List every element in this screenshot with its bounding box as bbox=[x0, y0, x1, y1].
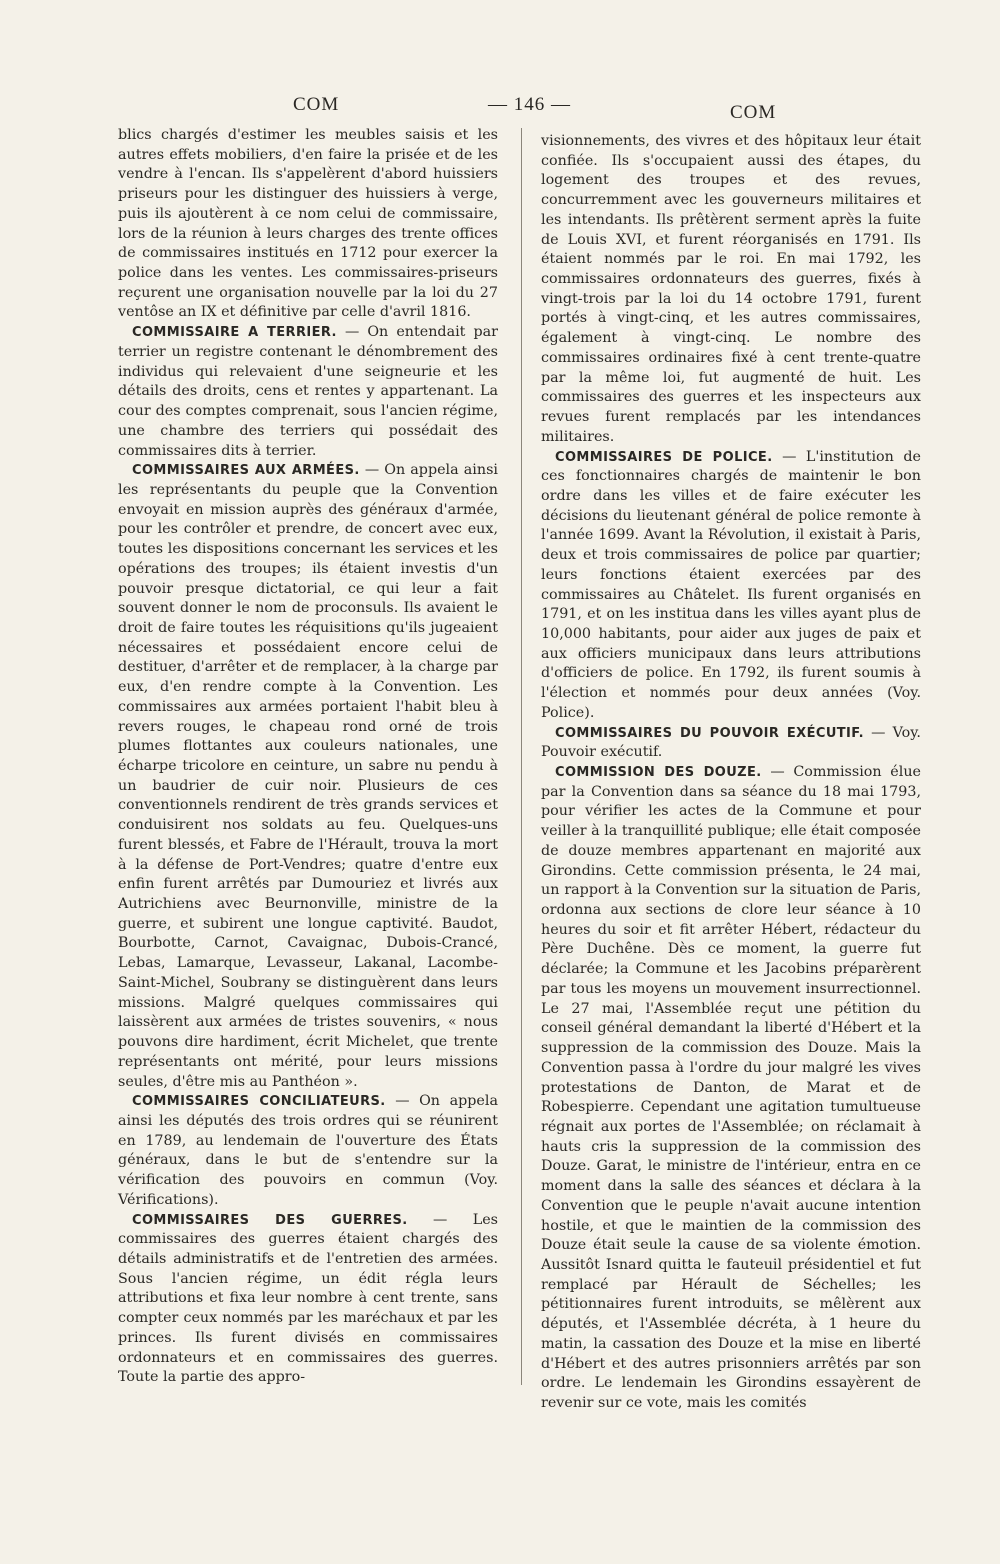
entry-body: — L'institution de ces fonctionnaires chargés de maintenir le bon ordre dans les villes et de faire exécuter les décisions du lieutenant général de police remonte à l'année 1699. Avant la Révolution, il existait à Paris, deux et trois commissaires de police par quartier; leurs fonctions étaient exercées par des commissaires au Châtelet. Ils furent organisés en 1791, et on les institua dans les villes ayant plus de 10,000 habitants, pour aider aux juges de paix et aux officiers municipaux dans leurs attributions d'officiers de police. En 1792, ils furent soumis à l'élection et nommés pour deux années (Voy. Police). bbox=[541, 448, 921, 721]
entry-body: blics chargés d'estimer les meubles saisis et les autres effets mobiliers, d'en faire la prisée et de les vendre à l'encan. Ils s'appelèrent d'abord huissiers priseurs pour les distinguer des huissiers à verge, puis ils ajoutèrent à ce nom celui de commissaire, lors de la réunion à leurs charges des trente offices de commissaires institués en 1712 pour exercer la police dans les ventes. Les commissaires-priseurs reçurent une organisation nouvelle par la loi du 27 ventôse an IX et définitive par celle d'avril 1816. bbox=[118, 127, 498, 321]
column-divider bbox=[521, 128, 522, 1385]
header-right-guide-word: COM bbox=[730, 102, 777, 123]
page-number: — 146 — bbox=[488, 94, 571, 115]
dictionary-entry bbox=[541, 448, 921, 724]
entry-headword: COMMISSAIRES DU POUVOIR EXÉCUTIF. bbox=[555, 725, 864, 741]
entry-headword: COMMISSAIRES DE POLICE. bbox=[555, 449, 773, 465]
dictionary-entry bbox=[541, 132, 921, 448]
entry-body: — On appela ainsi les députés des trois ordres qui se réunirent en 1789, au lendemain de l'ouverture des États généraux, dans le but de s'entendre sur la vérification des pouvoirs en commun (Voy. Vérifications). bbox=[118, 1093, 498, 1208]
entry-body: — Les commissaires des guerres étaient chargés des détails administratifs et de l'entretien des armées. Sous l'ancien régime, un édit régla leurs attributions et fixa leur nombre à cent trente, sans compter ceux nommés par les maréchaux et par les princes. Ils furent divisés en commissaires ordonnateurs et en commissaires des guerres. Toute la partie des appro- bbox=[118, 1211, 498, 1386]
entry-headword: COMMISSAIRES AUX ARMÉES. bbox=[132, 463, 360, 479]
dictionary-entry bbox=[118, 1211, 498, 1388]
entry-body: — On entendait par terrier un registre contenant le dénombrement des individus qui relevaient d'une seigneurie et les détails des droits, cens et rentes y appartenant. La cour des comptes comprenait, sous l'ancien régime, une chambre des terriers qui possédait des commissaires dits à terrier. bbox=[118, 324, 498, 459]
running-header bbox=[0, 90, 1000, 123]
entry-body: — On appela ainsi les représentants du peuple que la Convention envoyait en mission auprès des généraux d'armée, pour les contrôler et prendre, de concert avec eux, toutes les dispositions concernant les services et les opérations des troupes; ils étaient investis d'un pouvoir presque dictatorial, ce qui leur a fait souvent donner le nom de proconsuls. Ils avaient le droit de faire toutes les réquisitions qu'ils jugeaient nécessaires et possédaient encore celui de destituer, d'arrêter et de remplacer, à la charge par eux, d'en rendre compte à la Convention. Les commissaires aux armées portaient l'habit bleu à revers rouges, le chapeau rond orné de trois plumes flottantes aux couleurs nationales, une écharpe tricolore en ceinture, un sabre nu pendu à un baudrier de cuir noir. Plusieurs de ces conventionnels rendirent de très grands services et conduisirent nos soldats au feu. Quelques-uns furent blessés, et Fabre de l'Hérault, trouva la mort à la défense de Port-Vendres; quatre d'entre eux enfin furent arrêtés par Dumouriez et livrés aux Autrichiens avec Beurnonville, ministre de la guerre, et subirent une longue captivité. Baudot, Bourbotte, Carnot, Cavaignac, Dubois-Crancé, Lebas, Lamarque, Levasseur, Lakanal, Lacombe-Saint-Michel, Soubrany se distinguèrent dans leurs missions. Malgré quelques commissaires qui laissèrent aux armées de tristes souvenirs, « nous pouvons dire hardiment, écrit Michelet, que trente représentants ont mérité, pour leurs missions seules, d'être mis au Panthéon ». bbox=[118, 462, 498, 1090]
entry-body: — Commission élue par la Convention dans sa séance du 18 mai 1793, pour vérifier les actes de la Commune et pour veiller à la tranquillité publique; elle était composée de douze membres appartenant en majorité aux Girondins. Cette commission présenta, le 24 mai, un rapport à la Convention sur la situation de Paris, ordonna aux sections de clore leur séance à 10 heures du soir et fit arrêter Hébert, rédacteur du Père Duchêne. Dès ce moment, la guerre fut déclarée; la Commune et les Jacobins préparèrent par tous les moyens un mouvement insurrectionnel. Le 27 mai, l'Assemblée reçut une pétition du conseil général demandant la liberté d'Hébert et la suppression de la commission des Douze. Mais la Convention passa à l'ordre du jour malgré les vives protestations de Danton, de Marat et de Robespierre. Cependant une agitation tumultueuse régnait aux portes de l'Assemblée; on réclamait à hauts cris la suppression de la commission des Douze. Garat, le ministre de l'intérieur, entra en ce moment dans la salle des séances et déclara à la Convention que le peuple n'avait aucune intention hostile, et que le maintien de la commission des Douze était seule la cause de sa violente émotion. Aussitôt Isnard quitta le fauteuil présidentiel et fut remplacé par Hérault de Séchelles; les pétitionnaires furent introduits, se mêlèrent aux députés, et l'Assemblée décréta, à 1 heure du matin, la cassation des Douze et la mise en liberté d'Hébert et des autres prisonniers arrêtés par son ordre. Le lendemain les Girondins essayèrent de revenir sur ce vote, mais les comités bbox=[541, 764, 921, 1411]
dictionary-entry bbox=[541, 763, 921, 1414]
dictionary-entry bbox=[118, 461, 498, 1092]
entry-headword: COMMISSAIRES CONCILIATEURS. bbox=[132, 1094, 386, 1110]
entry-body: visionnements, des vivres et des hôpitaux leur était confiée. Ils s'occupaient aussi des étapes, du logement des troupes et des revues, concurremment avec les gouverneurs militaires et les intendants. Ils prêtèrent serment après la fuite de Louis XVI, et furent réorganisés en 1791. Ils étaient nommés par le roi. En mai 1792, les commissaires ordonnateurs des guerres, fixés à vingt-trois par la loi du 14 octobre 1791, furent portés à vingt-cinq, et les autres commissaires, également à vingt-cinq. Le nombre des commissaires ordinaires fixé à cent trente-quatre par la même loi, fut augmenté de huit. Les commissaires des guerres et les inspecteurs aux revues furent remplacés par les intendances militaires. bbox=[541, 133, 921, 445]
dictionary-entry bbox=[541, 724, 921, 763]
header-left-guide-word: COM bbox=[293, 94, 340, 115]
dictionary-entry bbox=[118, 126, 498, 323]
entry-body: — Voy. Pouvoir exécutif. bbox=[541, 724, 921, 761]
entry-headword: COMMISSAIRES DES GUERRES. bbox=[132, 1212, 408, 1228]
right-column bbox=[541, 132, 921, 1414]
dictionary-entry bbox=[118, 323, 498, 461]
entry-headword: COMMISSION DES DOUZE. bbox=[555, 765, 762, 780]
left-column bbox=[118, 126, 498, 1388]
dictionary-entry bbox=[118, 1092, 498, 1210]
entry-headword: COMMISSAIRE A TERRIER. bbox=[132, 325, 337, 341]
